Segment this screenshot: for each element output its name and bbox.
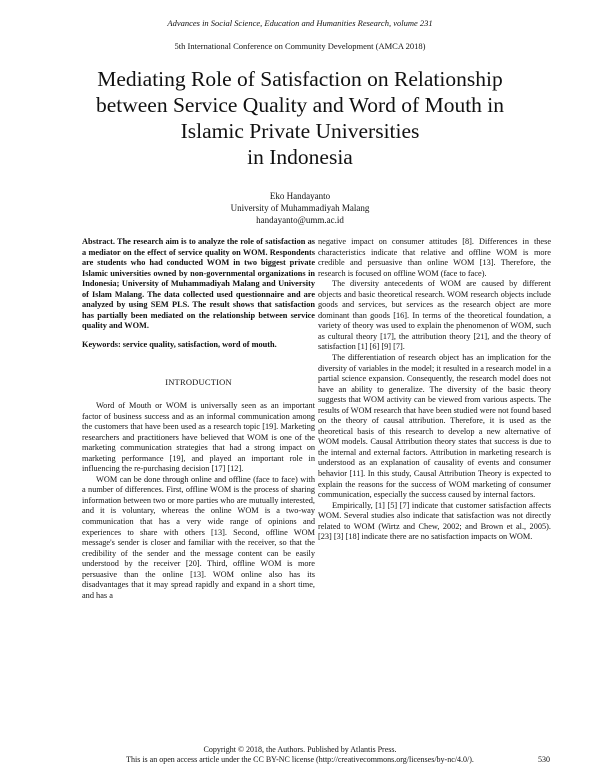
- title-line-4: in Indonesia: [247, 145, 353, 169]
- title-line-1: Mediating Role of Satisfaction on Relationship: [97, 67, 503, 91]
- copyright-notice: Copyright © 2018, the Authors. Published by Atlantis Press.: [203, 745, 397, 754]
- abstract: Abstract. The research aim is to analyze the role of satisfaction as a mediator on the effect of service quality on WOM. Respondents are students who had conducted WOM in two biggest private Islamic universities owned by non-governmental organizations in Indonesia; University of Muhammadiyah Malang and University of Islam Malang. The data collected used questionnaire and are analyzed by using SEM PLS. The result shows that satisfaction has partially been mediated on the relationship between service quality and WOM.: [82, 237, 315, 331]
- license-notice: This is an open access article under the CC BY-NC license (http://creativecommons.org/licenses/by-nc/4.0/).: [126, 755, 474, 764]
- title-line-3: Islamic Private Universities: [180, 119, 420, 143]
- title-line-2: between Service Quality and Word of Mouth in: [95, 93, 505, 117]
- right-paragraph-2: The diversity antecedents of WOM are caused by different objects and basic theoretical research. WOM research objects include goods and services, but services as the research object are more dominant than goods [16]. In terms of the theoretical foundation, a variety of theory was used to explain the phenomenon of WOM, such as cultural theory [17], the attribution theory [21], and the theory of satisfaction [1] [6] [9] [7].: [318, 279, 551, 352]
- right-paragraph-3: The differentiation of research object has an implication for the diversity of variables in the model; it resulted in a research model in a partial science expansion. Consequently, the research model does not have an ability to generalize. The diversity of the basic theory suggests that WOM activity can be viewed from various aspects. The results of WOM research that have been studied were not found based on the theory of causal attribution. Therefore, it is used as the theoretical basis of this research to develop a new alternative of WOM models. Causal Attribution theory states that success is due to the internal and external factors. Attribution in marketing research is understood as an explanation of causality of events and consumer behavior [11]. In this study, Causal Attribution Theory is expected to explain the reasons for the success of WOM marketing of consumer communication, especially the success caused by internal factors.: [318, 353, 551, 500]
- series-header: Advances in Social Science, Education and Humanities Research, volume 231: [167, 18, 433, 28]
- author-name: Eko Handayanto: [269, 191, 331, 201]
- right-column: [318, 237, 551, 543]
- page-number: 530: [538, 755, 550, 764]
- section-heading-introduction: INTRODUCTION: [165, 377, 232, 388]
- author-block: [0, 190, 600, 226]
- left-column: [82, 237, 315, 601]
- author-affiliation: University of Muhammadiyah Malang: [230, 203, 370, 213]
- intro-paragraph-2: WOM can be done through online and offline (face to face) with a number of differences. First, offline WOM is the process of sharing information between two or more parties who are mutually interested, and it is voluntary, whereas the online WOM is a two-way communication that has a very wide range of opinions and experiences to share with others [13]. Second, offline WOM message's sender is closer and familiar with the receiver, so that the credibility of the sender and the message content can be easily understood by the receiver [20]. Third, offline WOM is more persuasive than the online [13]. WOM online also has its disadvantages that it may spread rapidly and expand in a short time, and has a: [82, 474, 315, 600]
- author-email[interactable]: handayanto@umm.ac.id: [256, 215, 344, 225]
- right-paragraph-1: negative impact on consumer attitudes [8]. Differences in these characteristics indicate that relative and offline WOM is more credible and persuasive than online WOM [13]. Therefore, the research is focused on offline WOM (face to face).: [318, 237, 551, 278]
- right-paragraph-4: Empirically, [1] [5] [7] indicate that customer satisfaction affects WOM. Several studies also indicate that satisfaction was not directly related to WOM (Wirtz and Chew, 2002; and Brown et al., 2005). [23] [3] [18] indicate there are no satisfaction impacts on WOM.: [318, 500, 551, 542]
- page-footer: [0, 745, 600, 765]
- intro-paragraph-1: Word of Mouth or WOM is universally seen as an important factor of business success and as an informal communication among the customers that have been used as a research topic [19]. Marketing researchers and practitioners have believed that WOM is one of the marketing communication strategies that had a strong impact on marketing performance [19], and played an important role in influencing the re-purchasing decision [17] [12].: [82, 401, 315, 474]
- paper-title: [60, 66, 540, 170]
- conference-header: 5th International Conference on Community Development (AMCA 2018): [174, 41, 426, 51]
- keywords: Keywords: service quality, satisfaction, word of mouth.: [82, 339, 277, 349]
